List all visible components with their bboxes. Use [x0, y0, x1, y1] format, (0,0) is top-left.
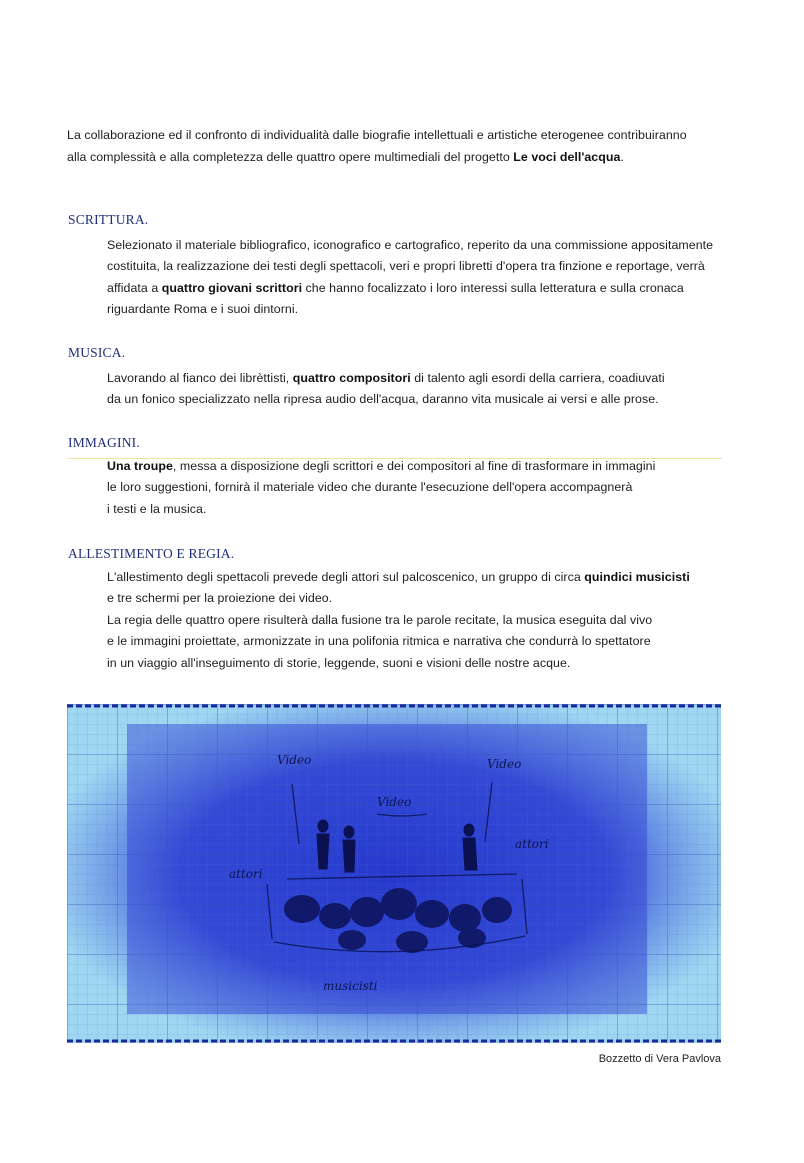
allestimento-line-3: La regia delle quattro opere risulterà dalla fusione tra le parole recitate, la musica eseguita dal vivo	[107, 612, 653, 627]
label-video-left: Video	[277, 753, 312, 767]
allestimento-highlight: quindici musicisti	[584, 570, 690, 584]
scrittura-highlight: quattro giovani scrittori	[161, 280, 303, 295]
immagini-line-2: le loro suggestioni, fornirà il materiale video che durante l'esecuzione dell'opera accompagnerà	[107, 480, 633, 495]
intro-line-2	[67, 146, 747, 168]
allestimento-line-5: in un viaggio all'inseguimento di storie, leggende, suoni e visioni delle nostre acque.	[107, 655, 571, 670]
heading-allestimento: ALLESTIMENTO E REGIA.	[68, 546, 235, 561]
immagini-text: , messa a disposizione degli scrittori e dei compositori al fine di trasformare in immagini	[172, 459, 656, 473]
musica-text: Lavorando al fianco dei librèttisti,	[107, 371, 293, 385]
musica-line-2: da un fonico specializzato nella ripresa audio dell'acqua, daranno vita musicale ai versi e alle prose.	[107, 392, 659, 407]
grid-large	[67, 704, 721, 1043]
label-attori-right: attori	[515, 837, 549, 851]
label-video-center: Video	[377, 795, 412, 809]
sketch-caption: Bozzetto di Vera Pavlova	[598, 1053, 721, 1065]
stage-sketch	[67, 704, 721, 1043]
scrittura-text: che hanno focalizzato i loro interessi sulla letteratura e sulla cronaca	[302, 280, 684, 295]
heading-scrittura: SCRITTURA.	[68, 212, 149, 227]
intro-text: alla complessità e alla completezza delle quattro opere multimediali del progetto	[67, 150, 514, 164]
scrittura-line-4: riguardante Roma e i suoi dintorni.	[107, 302, 299, 317]
scrittura-line-3	[107, 278, 737, 299]
allestimento-line-2: e tre schermi per la proiezione dei video.	[107, 591, 333, 606]
musica-line-1	[107, 368, 737, 389]
allestimento-text: L'allestimento degli spettacoli prevede degli attori sul palcoscenico, un gruppo di circa	[107, 570, 585, 584]
allestimento-line-1	[107, 567, 737, 588]
scrittura-text: affidata a	[107, 280, 162, 295]
paragraph-immagini	[107, 456, 737, 520]
intro-line-1: La collaborazione ed il confronto di individualità dalle biografie intellettuali e artistiche eterogenee contribuiranno	[67, 128, 687, 142]
heading-immagini: IMMAGINI.	[68, 435, 140, 450]
allestimento-line-4: e le immagini proiettate, armonizzate in una polifonia ritmica e narrativa che condurrà lo spettatore	[107, 634, 651, 649]
label-attori-left: attori	[229, 867, 263, 881]
paragraph-allestimento	[107, 567, 737, 674]
scrittura-line-1: Selezionato il materiale bibliografico, iconografico e cartografico, reperito da una commissione appositamente	[107, 238, 714, 252]
label-musicisti: musicisti	[323, 979, 378, 993]
immagini-line-1	[107, 456, 737, 477]
intro-period: .	[620, 150, 624, 164]
immagini-line-3: i testi e la musica.	[107, 501, 207, 516]
musica-text: di talento agli esordi della carriera, coadiuvati	[410, 371, 665, 385]
label-video-right: Video	[487, 757, 522, 771]
paragraph-musica	[107, 368, 737, 411]
paragraph-scrittura	[107, 235, 737, 321]
musica-highlight: quattro compositori	[292, 371, 411, 385]
intro-paragraph	[67, 124, 747, 168]
immagini-highlight: Una troupe	[107, 459, 173, 473]
stage-sketch-drawing	[67, 704, 721, 1043]
scrittura-line-2: costituita, la realizzazione dei testi degli spettacoli, veri e propri libretti d'opera tra finzione e reportage, verrà	[107, 259, 705, 274]
project-title: Le voci dell'acqua	[513, 150, 621, 164]
heading-musica: MUSICA.	[68, 345, 126, 360]
